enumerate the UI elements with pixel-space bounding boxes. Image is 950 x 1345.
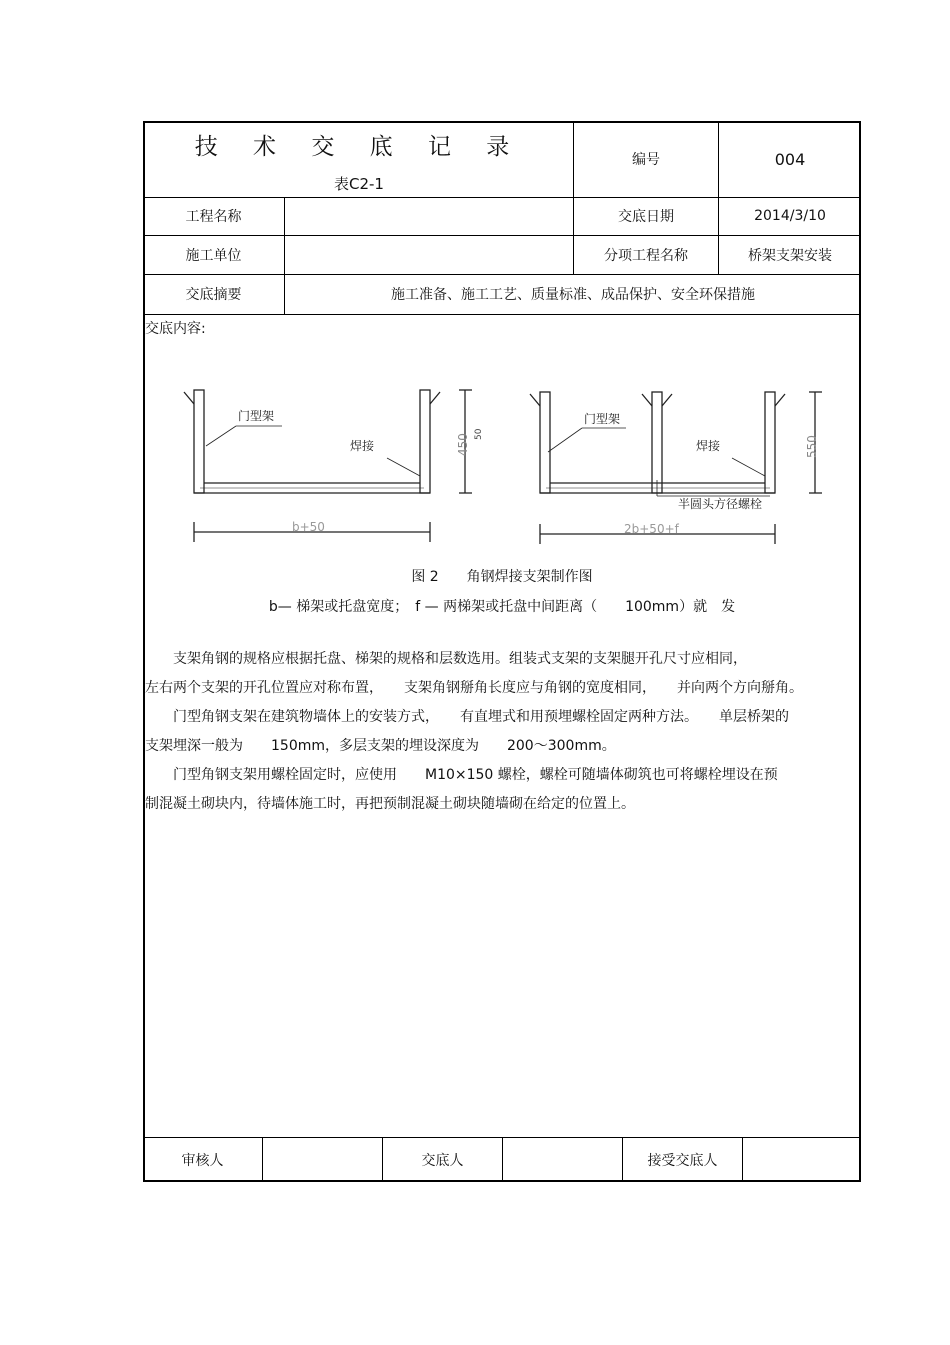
weld-label-right: 焊接 bbox=[696, 439, 721, 453]
reviewer-value bbox=[263, 1137, 382, 1182]
width-dim-right: 2b+50+f bbox=[624, 522, 679, 536]
weld-label-left: 焊接 bbox=[350, 439, 375, 453]
figure-legend: b— 梯架或托盘宽度； f — 两梯架或托盘中间距离（ 100mm）就 发 bbox=[268, 599, 736, 615]
small-dim-left: 50 bbox=[474, 428, 484, 440]
summary-value: 施工准备、施工工艺、质量标准、成品保护、安全环保措施 bbox=[391, 287, 755, 303]
frame-label-left: 门型架 bbox=[238, 409, 275, 423]
subproject-label: 分项工程名称 bbox=[604, 247, 688, 264]
bracket-diagram-left bbox=[170, 380, 490, 550]
paragraph-line: 支架埋深一般为 150mm，多层支架的埋设深度为 200～300mm。 bbox=[145, 738, 616, 754]
figure-caption: 图 2 角钢焊接支架制作图 bbox=[411, 569, 593, 585]
paragraph-line: 左右两个支架的开孔位置应对称布置， 支架角钢掰角长度应与角钢的宽度相同， 并向两个方向掰角。 bbox=[145, 680, 803, 696]
date-label: 交底日期 bbox=[618, 209, 674, 225]
frame-label-right: 门型架 bbox=[584, 412, 621, 426]
subproject-value: 桥架支架安装 bbox=[748, 247, 832, 264]
number-value: 004 bbox=[774, 149, 806, 169]
bolt-label-right: 半圆头方径螺栓 bbox=[678, 497, 763, 511]
reviewer-label: 审核人 bbox=[181, 1152, 224, 1169]
paragraph-line: 门型角钢支架在建筑物墙体上的安装方式， 有直埋式和用预埋螺栓固定两种方法。 单层桥架的 bbox=[145, 709, 789, 725]
content-text bbox=[145, 645, 857, 819]
receiver-value bbox=[743, 1137, 861, 1182]
receiver-label: 接受交底人 bbox=[647, 1152, 718, 1169]
content-label: 交底内容: bbox=[145, 321, 206, 337]
bracket-diagram-right bbox=[520, 380, 840, 550]
paragraph-line: 制混凝土砌块内，待墙体施工时，再把预制混凝土砌块随墙砌在给定的位置上。 bbox=[145, 796, 635, 812]
contractor-value bbox=[285, 235, 573, 274]
discloser-value bbox=[503, 1137, 622, 1182]
contractor-label: 施工单位 bbox=[185, 247, 242, 264]
paragraph-line: 门型角钢支架用螺栓固定时，应使用 M10×150 螺栓，螺栓可随墙体砌筑也可将螺栓埋设在预 bbox=[145, 767, 778, 783]
form-title: 技 术 交 底 记 录 bbox=[194, 134, 524, 160]
date-value: 2014/3/10 bbox=[754, 208, 826, 224]
row-divider bbox=[143, 314, 861, 315]
summary-label: 交底摘要 bbox=[185, 287, 242, 303]
number-label: 编号 bbox=[632, 152, 660, 168]
discloser-label: 交底人 bbox=[421, 1152, 464, 1169]
project-name-label: 工程名称 bbox=[185, 209, 242, 225]
height-dim-right: 550 bbox=[805, 435, 819, 458]
paragraph-line: 支架角钢的规格应根据托盘、梯架的规格和层数选用。组装式支架的支架腿开孔尺寸应相同， bbox=[145, 651, 747, 667]
width-dim-left: b+50 bbox=[292, 520, 325, 534]
project-name-value bbox=[285, 197, 573, 235]
form-code: 表C2-1 bbox=[334, 175, 384, 193]
height-dim-left: 450 bbox=[456, 433, 470, 456]
